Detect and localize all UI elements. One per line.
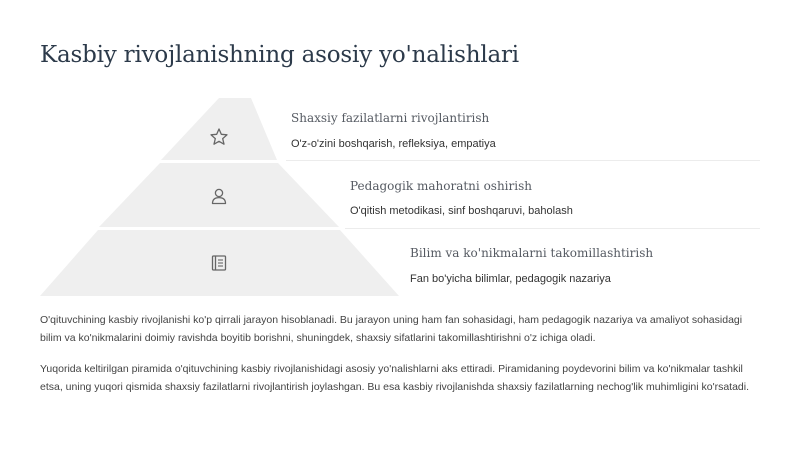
- body-paragraph-2: Yuqorida keltirilgan piramida o'qituvchining kasbiy rivojlanishidagi asosiy yo'nalishlarni aks ettiradi. Piramidaning poydevorini bilim va ko'nikmalar tashkil etsa, uning yuqori qismida shaxsiy fazilatlarni rivojlantirish joylashgan. Bu esa kasbiy rivojlanishda shaxsiy fazilatlarning nechog'lik muhimligini ko'rsatadi.: [40, 363, 750, 393]
- user-icon: [209, 186, 229, 206]
- tier-title-knowledge-skills: Bilim va ko'nikmalarni takomillashtirish: [410, 246, 654, 260]
- page-title: Kasbiy rivojlanishning asosiy yo'nalishlari: [40, 42, 519, 68]
- book-icon: [209, 253, 229, 273]
- tier-description-personal-qualities: O'z-o'zini boshqarish, refleksiya, empatiya: [291, 138, 496, 150]
- star-icon: [209, 127, 229, 147]
- tier-title-personal-qualities: Shaxsiy fazilatlarni rivojlantirish: [291, 111, 490, 125]
- body-paragraph-1: O'qituvchining kasbiy rivojlanishi ko'p qirrali jarayon hisoblanadi. Bu jarayon uning ham fan sohasidagi, ham pedagogik nazariya va amaliyot sohasidagi bilim va ko'nikmalarini doimiy ravishda boyitib borishni, shuningdek, shaxsiy sifatlarini takomillashtirishni o'z ichiga oladi.: [40, 314, 743, 344]
- tier-divider: [286, 160, 760, 161]
- tier-description-knowledge-skills: Fan bo'yicha bilimlar, pedagogik nazariya: [410, 273, 611, 285]
- tier-description-pedagogical-skill: O'qitish metodikasi, sinf boshqaruvi, baholash: [350, 205, 573, 217]
- tier-divider: [345, 228, 760, 229]
- tier-title-pedagogical-skill: Pedagogik mahoratni oshirish: [350, 179, 532, 193]
